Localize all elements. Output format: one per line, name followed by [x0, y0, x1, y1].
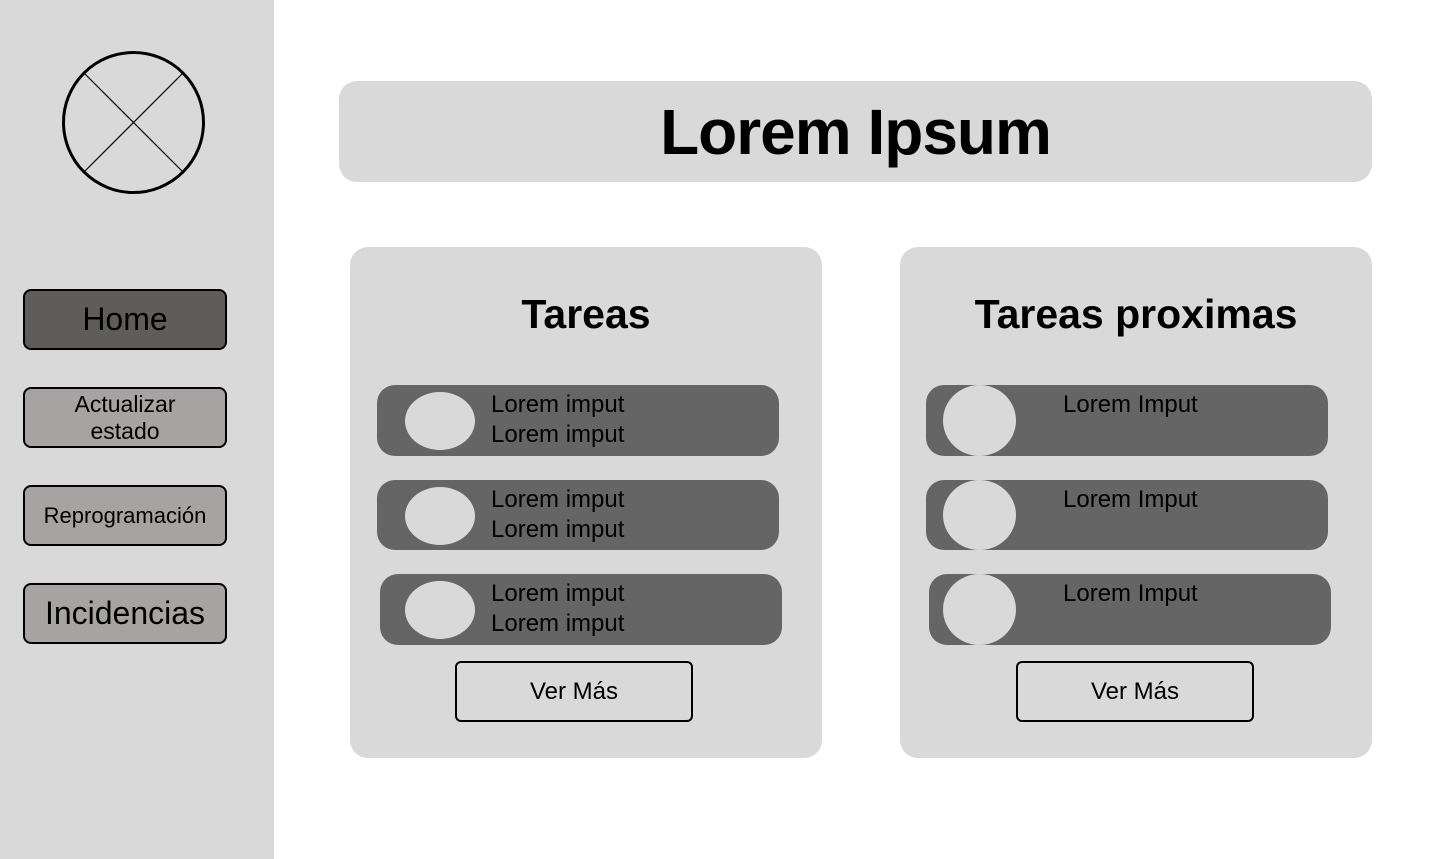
card-title: Tareas — [521, 291, 651, 337]
task-line-1: Lorem imput — [491, 580, 625, 607]
task-item[interactable] — [380, 574, 782, 645]
task-item[interactable] — [377, 385, 779, 456]
sidebar-item-home[interactable] — [23, 289, 227, 350]
sidebar-item-label: Actualizar estado — [74, 391, 176, 444]
task-line-1: Lorem Imput — [1063, 391, 1198, 418]
placeholder-image-icon — [61, 50, 206, 195]
task-line-2: Lorem imput — [491, 421, 625, 448]
sidebar-item-reprogramacion[interactable] — [23, 485, 227, 546]
task-line-2: Lorem imput — [491, 516, 625, 543]
task-line-2: Lorem imput — [491, 610, 625, 637]
task-item[interactable] — [929, 574, 1331, 645]
avatar — [943, 480, 1016, 550]
task-item[interactable] — [926, 385, 1328, 456]
task-item[interactable] — [926, 480, 1328, 550]
card-title: Tareas proximas — [974, 291, 1298, 337]
avatar — [405, 392, 475, 450]
avatar — [943, 574, 1016, 645]
sidebar-item-incidencias[interactable] — [23, 583, 227, 644]
sidebar — [0, 0, 274, 859]
avatar — [405, 487, 475, 545]
sidebar-item-label: Reprogramación — [43, 502, 207, 528]
task-line-1: Lorem Imput — [1063, 580, 1198, 607]
page-title: Lorem Ipsum — [660, 95, 1051, 168]
tareas-proximas-card — [900, 247, 1372, 758]
page-header — [339, 81, 1372, 182]
avatar — [405, 581, 475, 639]
task-line-1: Lorem imput — [491, 486, 625, 513]
tareas-card — [350, 247, 822, 758]
task-line-1: Lorem Imput — [1063, 486, 1198, 513]
sidebar-item-label: Incidencias — [44, 595, 206, 632]
sidebar-item-label: Home — [82, 301, 168, 338]
task-item[interactable] — [377, 480, 779, 550]
ver-mas-button[interactable]: Ver Más — [1016, 661, 1254, 722]
sidebar-item-actualizar-estado[interactable] — [23, 387, 227, 448]
ver-mas-button[interactable]: Ver Más — [455, 661, 693, 722]
avatar — [943, 385, 1016, 456]
task-line-1: Lorem imput — [491, 391, 625, 418]
